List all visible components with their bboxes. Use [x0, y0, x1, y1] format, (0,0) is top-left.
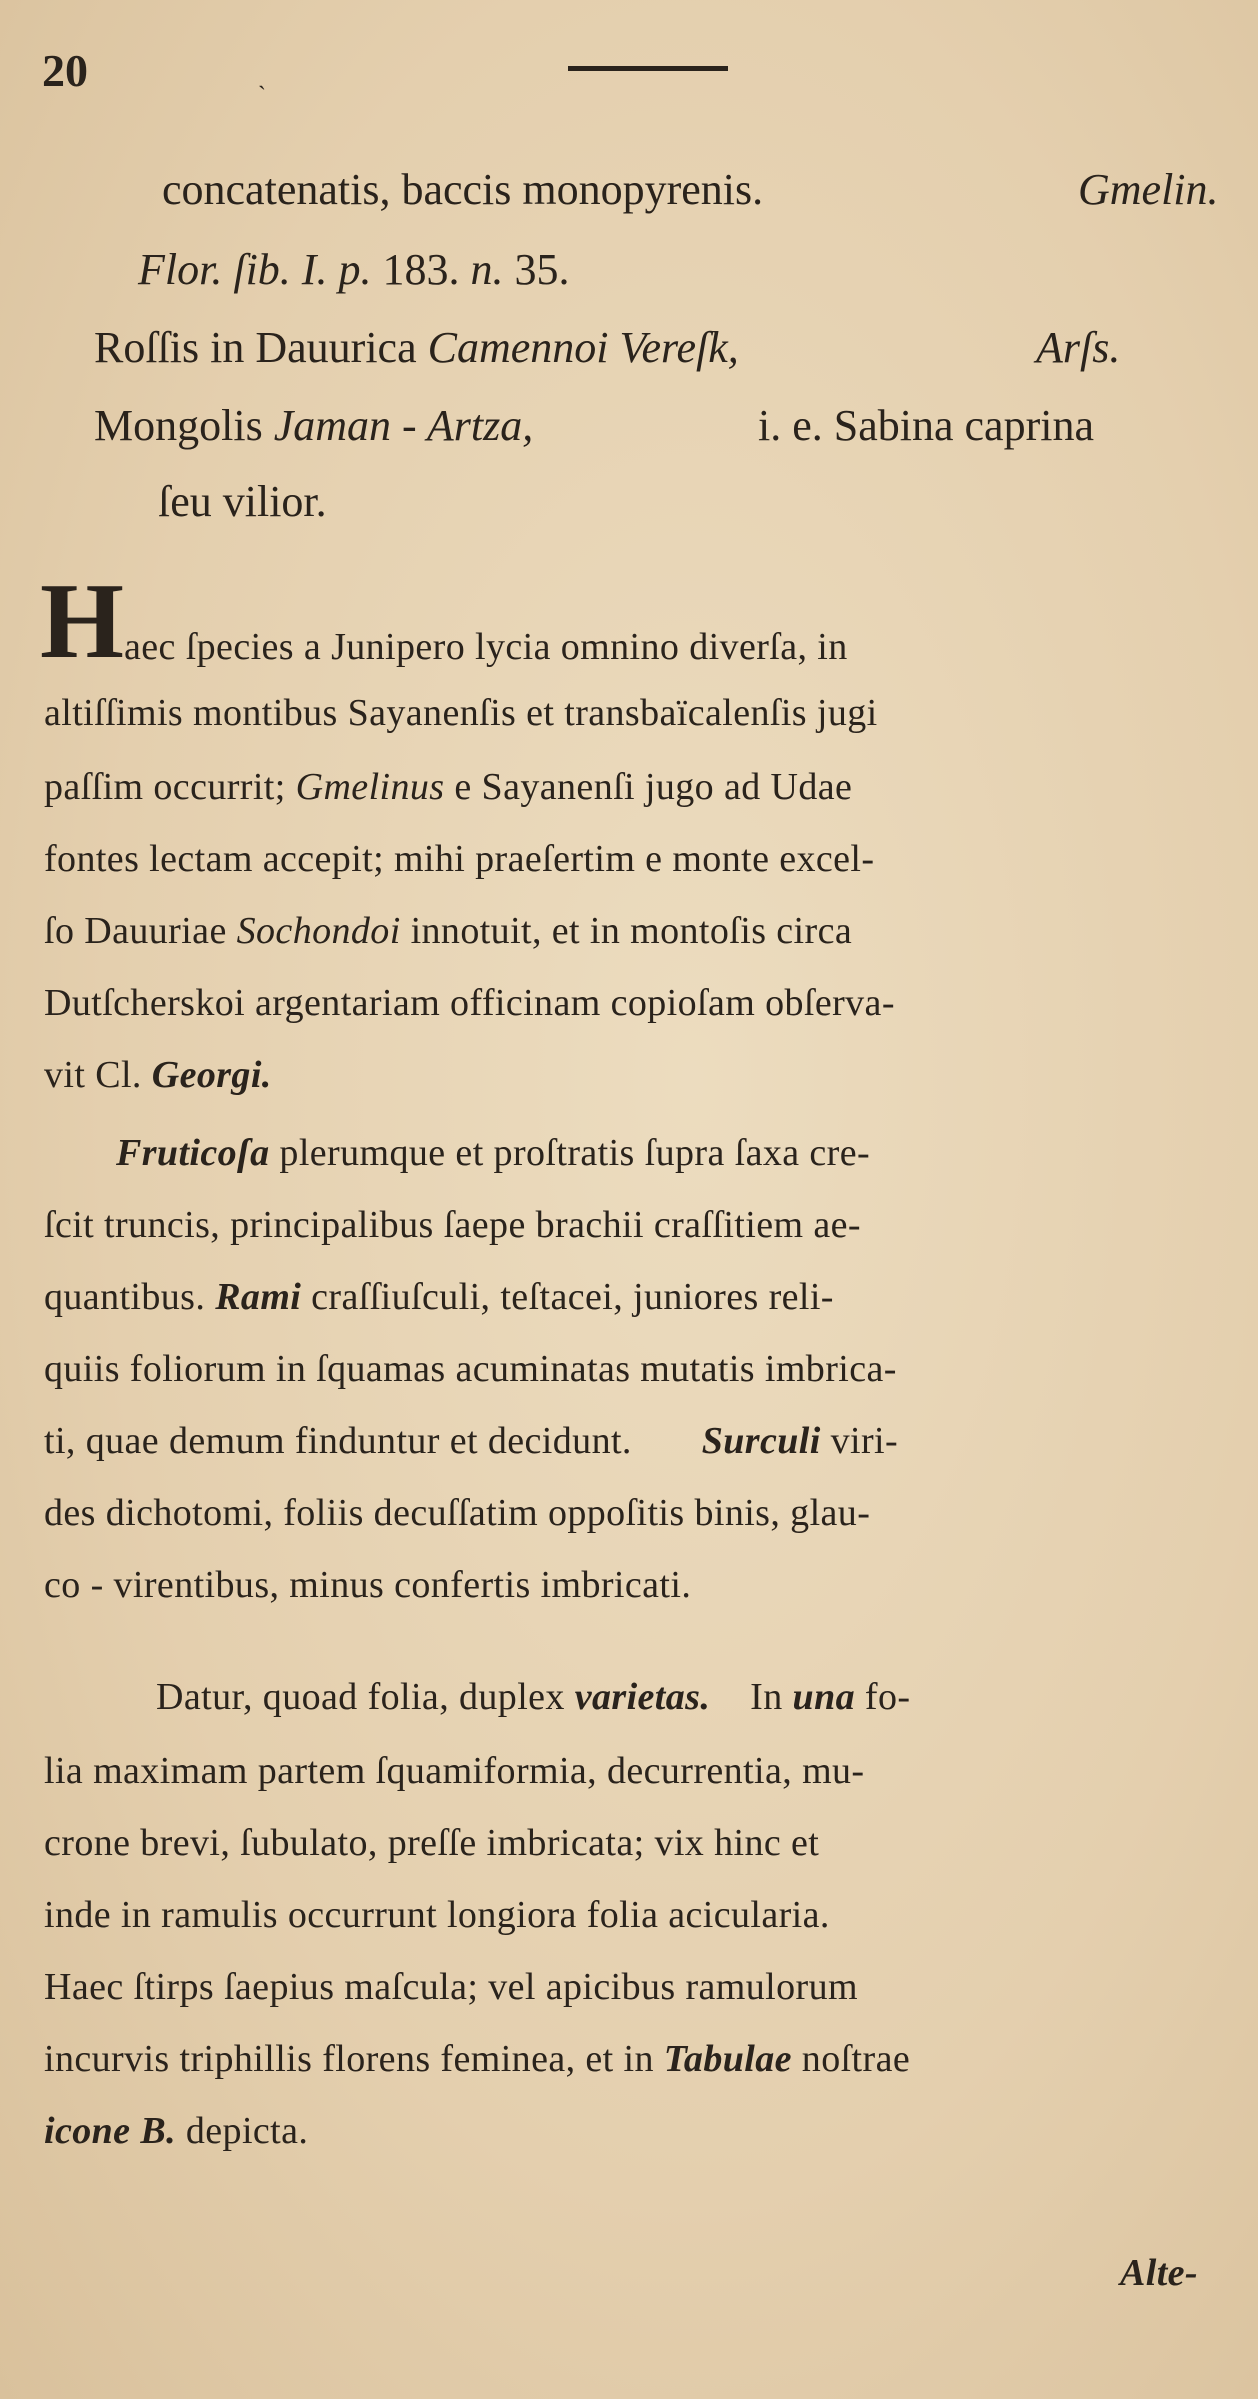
para2-line-1 — [116, 1134, 870, 1172]
reference-n: n. — [470, 245, 504, 294]
para3-line-5: Haec ſtirps ſaepius maſcula; vel apicibus ramulorum — [44, 1966, 858, 2008]
drop-cap: H — [40, 562, 125, 681]
catchword: Alte- — [1120, 2252, 1198, 2294]
synonymy-line-4 — [94, 401, 534, 450]
synonymy-line-1 — [162, 165, 764, 214]
term-surculi: Surculi — [701, 1420, 821, 1462]
text-span: ti, quae demum finduntur et decidunt. — [44, 1420, 632, 1462]
mongol-name: Jaman - Artza, — [273, 401, 534, 450]
reference-number: 35. — [514, 245, 570, 294]
synonymy-line-3 — [94, 323, 739, 372]
russian-name-intro: Roſſis in Dauurica — [94, 323, 417, 372]
para3-line-6 — [44, 2040, 910, 2078]
para1-line-6: Dutſcherskoi argentariam officinam copioſam obſerva- — [44, 982, 895, 1024]
mongol-gloss: i. e. Sabina caprina — [758, 401, 1094, 450]
para2-line-6: des dichotomi, foliis decuſſatim oppoſitis binis, glau- — [44, 1492, 871, 1534]
text-span: incurvis triphillis florens feminea, et in — [44, 2038, 654, 2080]
text-span: plerumque et proſtratis ſupra ſaxa cre- — [279, 1132, 871, 1174]
russian-name-arss: Arſs. — [1036, 323, 1121, 372]
text-span: e Sayanenſi jugo ad Udae — [454, 766, 853, 808]
term-icone-b: icone B. — [44, 2110, 176, 2152]
para2-line-7: co - virentibus, minus confertis imbricati. — [44, 1564, 692, 1606]
header-mark: ` — [258, 83, 266, 109]
para2-line-3 — [44, 1278, 834, 1316]
para1-line-3 — [44, 768, 852, 806]
text-span: innotuit, et in montoſis circa — [410, 910, 853, 952]
page-number: 20 — [42, 45, 88, 96]
place-sochondoi: Sochondoi — [236, 910, 401, 952]
para1-line-2: altiſſimis montibus Sayanenſis et transbaïcalenſis jugi — [44, 692, 878, 734]
para3-line-7 — [44, 2112, 308, 2150]
author-gmelin: Gmelin. — [1078, 165, 1219, 214]
mongol-name-intro: Mongolis — [94, 401, 263, 450]
text-span: ſo Dauuriae — [44, 910, 227, 952]
author-georgi: Georgi. — [151, 1054, 272, 1096]
text-span: Datur, quoad folia, duplex — [156, 1676, 565, 1718]
synonymy-line-5: ſeu vilior. — [158, 477, 327, 526]
term-rami: Rami — [215, 1276, 302, 1318]
para1-line-5 — [44, 912, 852, 950]
term-tabulae: Tabulae — [663, 2038, 792, 2080]
header-rule — [568, 66, 728, 71]
author-gmelinus: Gmelinus — [295, 766, 445, 808]
para2-line-5 — [44, 1422, 898, 1460]
flora-reference: Flor. ſib. I. p. — [138, 245, 372, 294]
term-fruticosa: Fruticoſa — [116, 1132, 270, 1174]
term-varietas: varietas. — [574, 1676, 711, 1718]
text-span: quantibus. — [44, 1276, 206, 1318]
text-span: depicta. — [185, 2110, 309, 2152]
para1-line-4: fontes lectam accepit; mihi praeſertim e monte excel- — [44, 838, 875, 880]
para3-line-1 — [156, 1678, 910, 1716]
text-span: craſſiuſculi, teſtacei, juniores reli- — [311, 1276, 834, 1318]
para2-line-4: quiis foliorum in ſquamas acuminatas mutatis imbrica- — [44, 1348, 897, 1390]
text-span: vit Cl. — [44, 1054, 142, 1096]
text-span: noſtrae — [801, 2038, 911, 2080]
para3-line-4: inde in ramulis occurrunt longiora folia acicularia. — [44, 1894, 830, 1936]
reference-page: 183. — [382, 245, 460, 294]
russian-name: Camennoi Vereſk, — [427, 323, 739, 372]
para1-line-7 — [44, 1056, 272, 1094]
text-span: fo- — [864, 1676, 911, 1718]
text-span: paſſim occurrit; — [44, 766, 286, 808]
synonymy-line-2 — [138, 245, 570, 294]
text-span: viri- — [830, 1420, 899, 1462]
text-span: In — [750, 1676, 783, 1718]
synonymy-text: concatenatis, baccis monopyrenis. — [162, 165, 764, 214]
para3-line-3: crone brevi, ſubulato, preſſe imbricata; vix hinc et — [44, 1822, 820, 1864]
term-una: una — [792, 1676, 856, 1718]
para1-line-1: aec ſpecies a Junipero lycia omnino diverſa, in — [124, 626, 848, 668]
para2-line-2: ſcit truncis, principalibus ſaepe brachii craſſitiem ae- — [44, 1204, 861, 1246]
para3-line-2: lia maximam partem ſquamiformia, decurrentia, mu- — [44, 1750, 865, 1792]
